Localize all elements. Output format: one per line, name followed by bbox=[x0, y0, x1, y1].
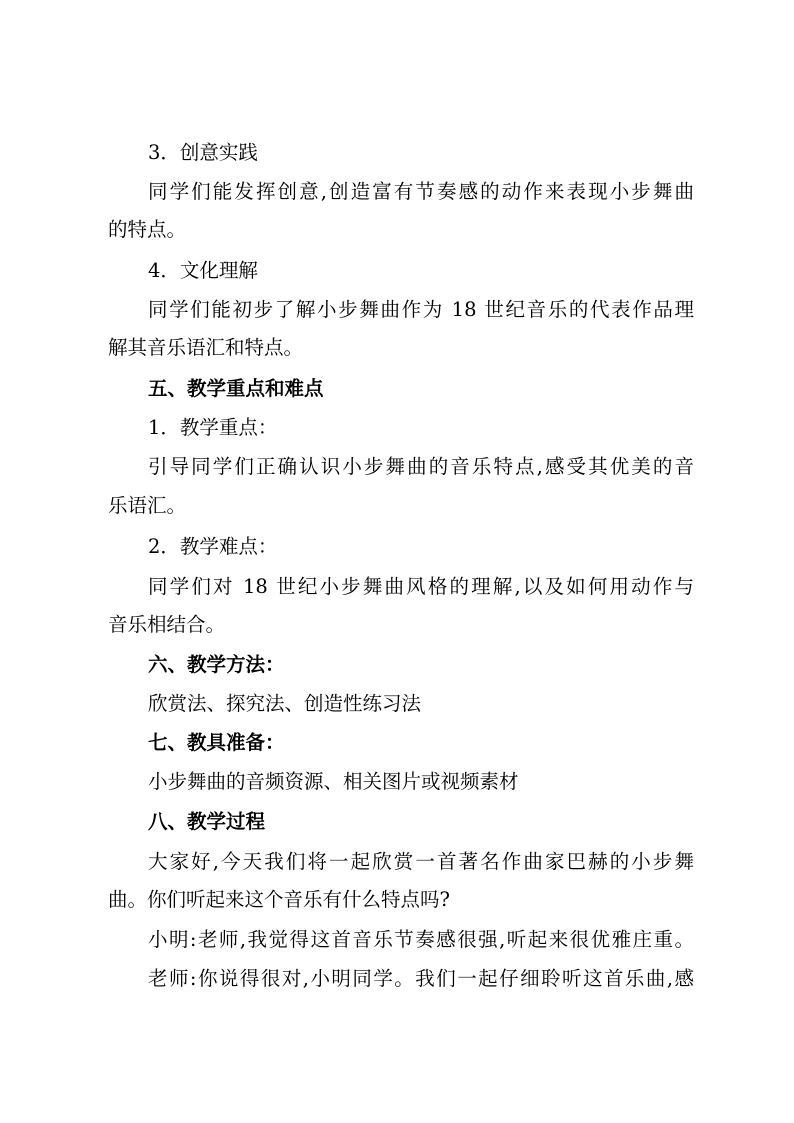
paragraph-line: 大家好,今天我们将一起欣赏一首著名作曲家巴赫的小步舞 bbox=[148, 850, 694, 873]
paragraph-line: 欣赏法、探究法、创造性练习法 bbox=[148, 692, 422, 715]
heading-teaching-aids: 七、教具准备： bbox=[148, 731, 285, 754]
paragraph-line: 引导同学们正确认识小步舞曲的音乐特点,感受其优美的音 bbox=[148, 455, 694, 478]
paragraph-line: 老师:你说得很对,小明同学。我们一起仔细聆听这首乐曲,感 bbox=[148, 967, 694, 990]
paragraph-line: 小步舞曲的音频资源、相关图片或视频素材 bbox=[148, 770, 519, 793]
paragraph-line: 音乐相结合。 bbox=[108, 613, 226, 636]
paragraph-line: 同学们对 18 世纪小步舞曲风格的理解,以及如何用动作与 bbox=[148, 575, 694, 598]
paragraph-line: 乐语汇。 bbox=[108, 494, 187, 517]
paragraph-line: 的特点。 bbox=[108, 218, 187, 241]
paragraph-line: 同学们能初步了解小步舞曲作为 18 世纪音乐的代表作品理 bbox=[148, 298, 694, 321]
paragraph-line: 小明:老师,我觉得这首音乐节奏感很强,听起来很优雅庄重。 bbox=[148, 928, 694, 951]
paragraph-line: 同学们能发挥创意,创造富有节奏感的动作来表现小步舞曲 bbox=[148, 180, 694, 203]
heading-teaching-focus: 五、教学重点和难点 bbox=[148, 377, 324, 400]
subheading-difficult-point: 2．教学难点： bbox=[148, 535, 278, 558]
paragraph-line: 曲。你们听起来这个音乐有什么特点吗? bbox=[108, 888, 450, 911]
subheading-key-point: 1．教学重点： bbox=[148, 416, 278, 439]
paragraph-line: 解其音乐语汇和特点。 bbox=[108, 336, 304, 359]
heading-teaching-process: 八、教学过程 bbox=[148, 810, 266, 833]
section-title-creative-practice: 3．创意实践 bbox=[148, 141, 258, 164]
section-title-cultural-understanding: 4．文化理解 bbox=[148, 259, 258, 282]
heading-teaching-methods: 六、教学方法： bbox=[148, 653, 285, 676]
